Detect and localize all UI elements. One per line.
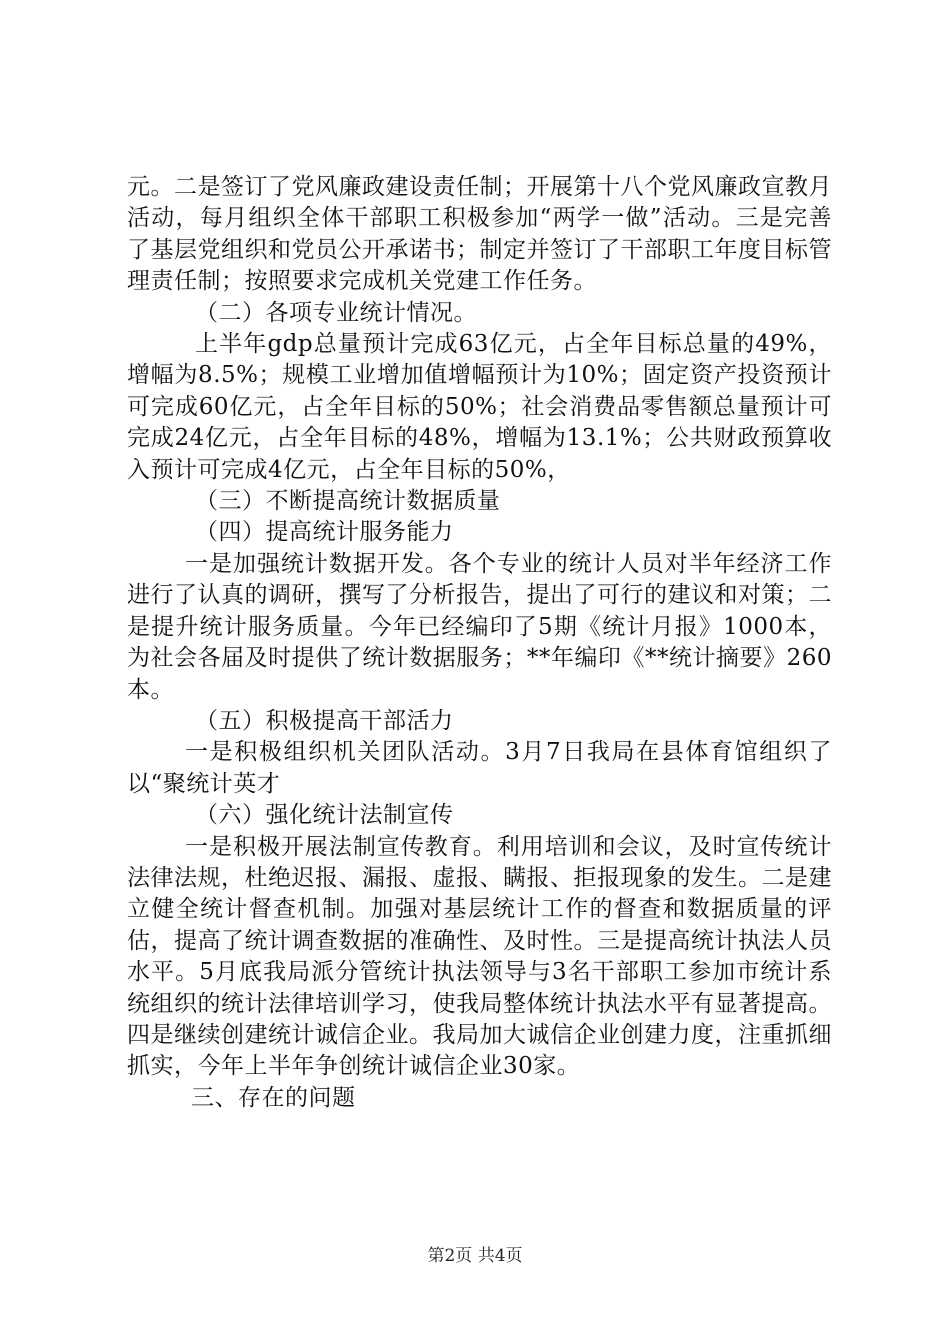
paragraph-legal-publicity: 一是积极开展法制宣传教育。利用培训和会议，及时宣传统计法律法规，杜绝迟报、漏报、虚报、瞒报、拒报现象的发生。二是建立健全统计督查机制。加强对基层统计工作的督查和数据质量的评估，提高了统计调查数据的准确性、及时性。三是提高统计执法人员水平。5月底我局派分管统计执法领导与3名干部职工参加市统计系统组织的统计法律培训学习，使我局整体统计执法水平有显著提高。四是继续创建统计诚信企业。我局加大诚信企业创建力度，注重抓细抓实，今年上半年争创统计诚信企业30家。 — [127, 833, 832, 1080]
page-number-footer: 第2页 共4页 — [427, 1246, 523, 1266]
paragraph-cadre-vitality: 一是积极组织机关团队活动。3月7日我局在县体育馆组织了以“聚统计英才 — [127, 739, 832, 797]
heading-cadre-vitality: （五）积极提高干部活力 — [195, 707, 454, 734]
document-body — [127, 172, 832, 1114]
heading-service-capability: （四）提高统计服务能力 — [195, 519, 454, 546]
paragraph-party-building: 元。二是签订了党风廉政建设责任制；开展第十八个党风廉政宣教月活动，每月组织全体干部职工积极参加“两学一做”活动。三是完善了基层党组织和党员公开承诺书；制定并签订了干部职工年度目标管理责任制；按照要求完成机关党建工作任务。 — [127, 174, 832, 295]
paragraph-economic-figures: 上半年gdp总量预计完成63亿元，占全年目标总量的49%，增幅为8.5%；规模工业增加值增幅预计为10%；固定资产投资预计可完成60亿元，占全年目标的50%；社会消费品零售额总量预计可完成24亿元，占全年目标的48%，增幅为13.1%；公共财政预算收入预计可完成4亿元，占全年目标的50%， — [127, 331, 832, 483]
heading-professional-statistics: （二）各项专业统计情况。 — [195, 299, 477, 326]
heading-existing-problems: 三、存在的问题 — [191, 1084, 356, 1111]
heading-legal-publicity: （六）强化统计法制宣传 — [195, 802, 454, 829]
heading-data-quality: （三）不断提高统计数据质量 — [195, 488, 501, 515]
paragraph-service-capability: 一是加强统计数据开发。各个专业的统计人员对半年经济工作进行了认真的调研，撰写了分析报告，提出了可行的建议和对策；二是提升统计服务质量。今年已经编印了5期《统计月报》1000本，为社会各届及时提供了统计数据服务；**年编印《**统计摘要》260本。 — [127, 550, 832, 703]
